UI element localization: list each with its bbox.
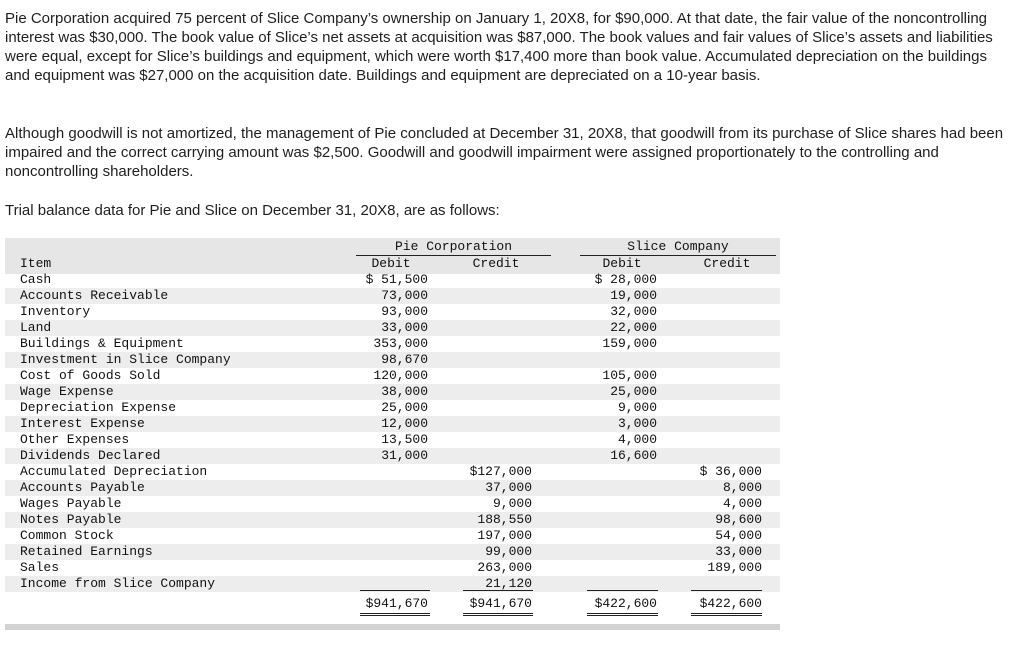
table-row: [5, 336, 780, 352]
pie-credit: [455, 288, 532, 304]
table-row: [5, 544, 780, 560]
pie-credit: 188,550: [477, 512, 532, 527]
slice-debit: [580, 512, 657, 528]
slice-debit: [580, 560, 657, 576]
pie-debit-double-rule: [360, 613, 430, 616]
slice-credit: [683, 272, 762, 288]
slice-credit: [683, 448, 762, 464]
pie-credit: [455, 416, 532, 432]
pie-corporation-header: Pie Corporation: [356, 239, 551, 256]
slice-credit: 189,000: [707, 560, 762, 575]
slice-credit: [683, 368, 762, 384]
item-label: Buildings & Equipment: [20, 336, 184, 351]
item-label: Sales: [20, 560, 60, 575]
pie-credit-total-rule: [463, 590, 533, 591]
slice-credit-double-rule: [691, 613, 762, 616]
pie-debit: 120,000: [373, 368, 428, 383]
slice-debit-double-rule: [587, 613, 658, 616]
pie-debit-total-rule: [360, 590, 430, 591]
item-label: Depreciation Expense: [20, 400, 177, 415]
problem-paragraph-2: Although goodwill is not amortized, the management of Pie concluded at December 31, 20X8, that goodwill from its purchase of Slice shares had been impaired and the correct carrying amount was $2,500. Goodwill and goodwill impairment were assigned proportionately to the controlling and noncontrolling shareholders.: [5, 125, 1004, 180]
slice-credit: 54,000: [715, 528, 762, 543]
slice-credit: [683, 432, 762, 448]
pie-credit: 21,120: [485, 576, 532, 591]
item-label: Cash: [20, 272, 52, 287]
slice-debit: 4,000: [617, 432, 657, 447]
pie-credit-double-rule: [463, 613, 533, 616]
slice-debit: [580, 528, 657, 544]
pie-credit: 197,000: [477, 528, 532, 543]
item-label: Cost of Goods Sold: [20, 368, 161, 383]
slice-debit-total-rule: [587, 590, 658, 591]
item-column-header: Item: [20, 256, 52, 271]
table-row: [5, 400, 780, 416]
pie-credit: 263,000: [477, 560, 532, 575]
table-row: [5, 304, 780, 320]
table-row: [5, 448, 780, 464]
item-label: Investment in Slice Company: [20, 352, 231, 367]
table-row: [5, 288, 780, 304]
pie-debit: 98,670: [381, 352, 428, 367]
item-label: Retained Earnings: [20, 544, 153, 559]
slice-credit: $ 36,000: [699, 464, 762, 479]
pie-credit: [455, 368, 532, 384]
pie-debit: [350, 528, 428, 544]
pie-credit: 9,000: [492, 496, 532, 511]
slice-debit: 16,600: [610, 448, 657, 463]
slice-credit: 33,000: [715, 544, 762, 559]
slice-credit: [683, 416, 762, 432]
pie-credit: [455, 304, 532, 320]
slice-debit: 22,000: [610, 320, 657, 335]
problem-paragraph-3: Trial balance data for Pie and Slice on December 31, 20X8, are as follows:: [5, 202, 500, 219]
item-label: Interest Expense: [20, 416, 145, 431]
item-label: Notes Payable: [20, 512, 122, 527]
slice-credit: [683, 384, 762, 400]
pie-credit-header: Credit: [472, 256, 520, 271]
pie-debit: 31,000: [381, 448, 428, 463]
pie-debit: 25,000: [381, 400, 428, 415]
slice-debit: [580, 352, 657, 368]
item-label: Income from Slice Company: [20, 576, 216, 591]
pie-credit: 37,000: [485, 480, 532, 495]
pie-debit: [350, 496, 428, 512]
pie-debit: 13,500: [381, 432, 428, 447]
pie-debit: [350, 512, 428, 528]
pie-credit: [455, 448, 532, 464]
pie-credit: 99,000: [485, 544, 532, 559]
pie-credit: [455, 384, 532, 400]
slice-debit: [580, 480, 657, 496]
pie-debit: [350, 544, 428, 560]
slice-debit: $ 28,000: [594, 272, 657, 287]
slice-credit: [683, 304, 762, 320]
table-row: [5, 320, 780, 336]
slice-debit: [580, 496, 657, 512]
table-row: [5, 512, 780, 528]
pie-debit: 353,000: [373, 336, 428, 351]
pie-debit: [350, 480, 428, 496]
item-label: Common Stock: [20, 528, 114, 543]
slice-credit: [683, 288, 762, 304]
pie-credit-total: $941,670: [469, 596, 532, 611]
slice-credit: 8,000: [722, 480, 762, 495]
table-row: [5, 496, 780, 512]
item-label: Other Expenses: [20, 432, 130, 447]
pie-debit: 38,000: [381, 384, 428, 399]
slice-debit: [580, 544, 657, 560]
table-row: [5, 480, 780, 496]
slice-credit: [683, 336, 762, 352]
pie-credit: [455, 336, 532, 352]
slice-credit-header: Credit: [703, 256, 751, 271]
pie-debit: $ 51,500: [365, 272, 428, 287]
slice-debit: 19,000: [610, 288, 657, 303]
item-label: Accumulated Depreciation: [20, 464, 208, 479]
slice-credit: [683, 352, 762, 368]
table-row: [5, 464, 780, 480]
pie-debit: 93,000: [381, 304, 428, 319]
slice-credit: [683, 320, 762, 336]
item-label: Accounts Receivable: [20, 288, 169, 303]
table-row: [5, 272, 780, 288]
slice-credit: 98,600: [715, 512, 762, 527]
slice-credit-total: $422,600: [699, 596, 762, 611]
table-row: [5, 384, 780, 400]
item-label: Wage Expense: [20, 384, 114, 399]
item-label: Dividends Declared: [20, 448, 161, 463]
table-row: [5, 528, 780, 544]
slice-debit: [580, 464, 657, 480]
pie-debit: [350, 560, 428, 576]
pie-credit: [455, 432, 532, 448]
pie-credit: [455, 272, 532, 288]
pie-credit: [455, 352, 532, 368]
pie-debit: [350, 464, 428, 480]
totals-row: [5, 596, 780, 612]
slice-debit: 105,000: [602, 368, 657, 383]
slice-debit: 9,000: [617, 400, 657, 415]
slice-debit: 159,000: [602, 336, 657, 351]
table-row: [5, 560, 780, 576]
table-row: [5, 352, 780, 368]
pie-debit: 73,000: [381, 288, 428, 303]
slice-debit: 3,000: [617, 416, 657, 431]
slice-debit-header: Debit: [602, 256, 642, 271]
pie-credit: [455, 400, 532, 416]
table-footer-bar: [5, 624, 780, 630]
pie-debit-total: $941,670: [365, 596, 428, 611]
slice-credit: 4,000: [722, 496, 762, 511]
slice-debit-total: $422,600: [594, 596, 657, 611]
pie-credit: $127,000: [469, 464, 532, 479]
slice-debit: 25,000: [610, 384, 657, 399]
item-label: Accounts Payable: [20, 480, 145, 495]
table-row: [5, 416, 780, 432]
pie-credit: [455, 320, 532, 336]
slice-credit: [683, 400, 762, 416]
trial-balance-table: [5, 238, 780, 630]
slice-credit-total-rule: [691, 590, 762, 591]
table-row: [5, 368, 780, 384]
pie-debit: 33,000: [381, 320, 428, 335]
problem-paragraph-1: Pie Corporation acquired 75 percent of Slice Company’s ownership on January 1, 20X8, for $90,000. At that date, the fair value of the noncontrolling interest was $30,000. The book value of Slice’s net assets at acquisition was $87,000. The book values and fair values of Slice’s assets and liabilities were equal, except for Slice’s buildings and equipment, which were worth $17,400 more than book value. Accumulated depreciation on the buildings and equipment was $27,000 on the acquisition date. Buildings and equipment are depreciated on a 10-year basis.: [5, 10, 993, 84]
pie-debit: 12,000: [381, 416, 428, 431]
table-row: [5, 432, 780, 448]
slice-debit: 32,000: [610, 304, 657, 319]
slice-company-header: Slice Company: [580, 239, 776, 256]
item-label: Land: [20, 320, 52, 335]
item-label: Wages Payable: [20, 496, 122, 511]
item-label: Inventory: [20, 304, 91, 319]
pie-debit-header: Debit: [371, 256, 411, 271]
